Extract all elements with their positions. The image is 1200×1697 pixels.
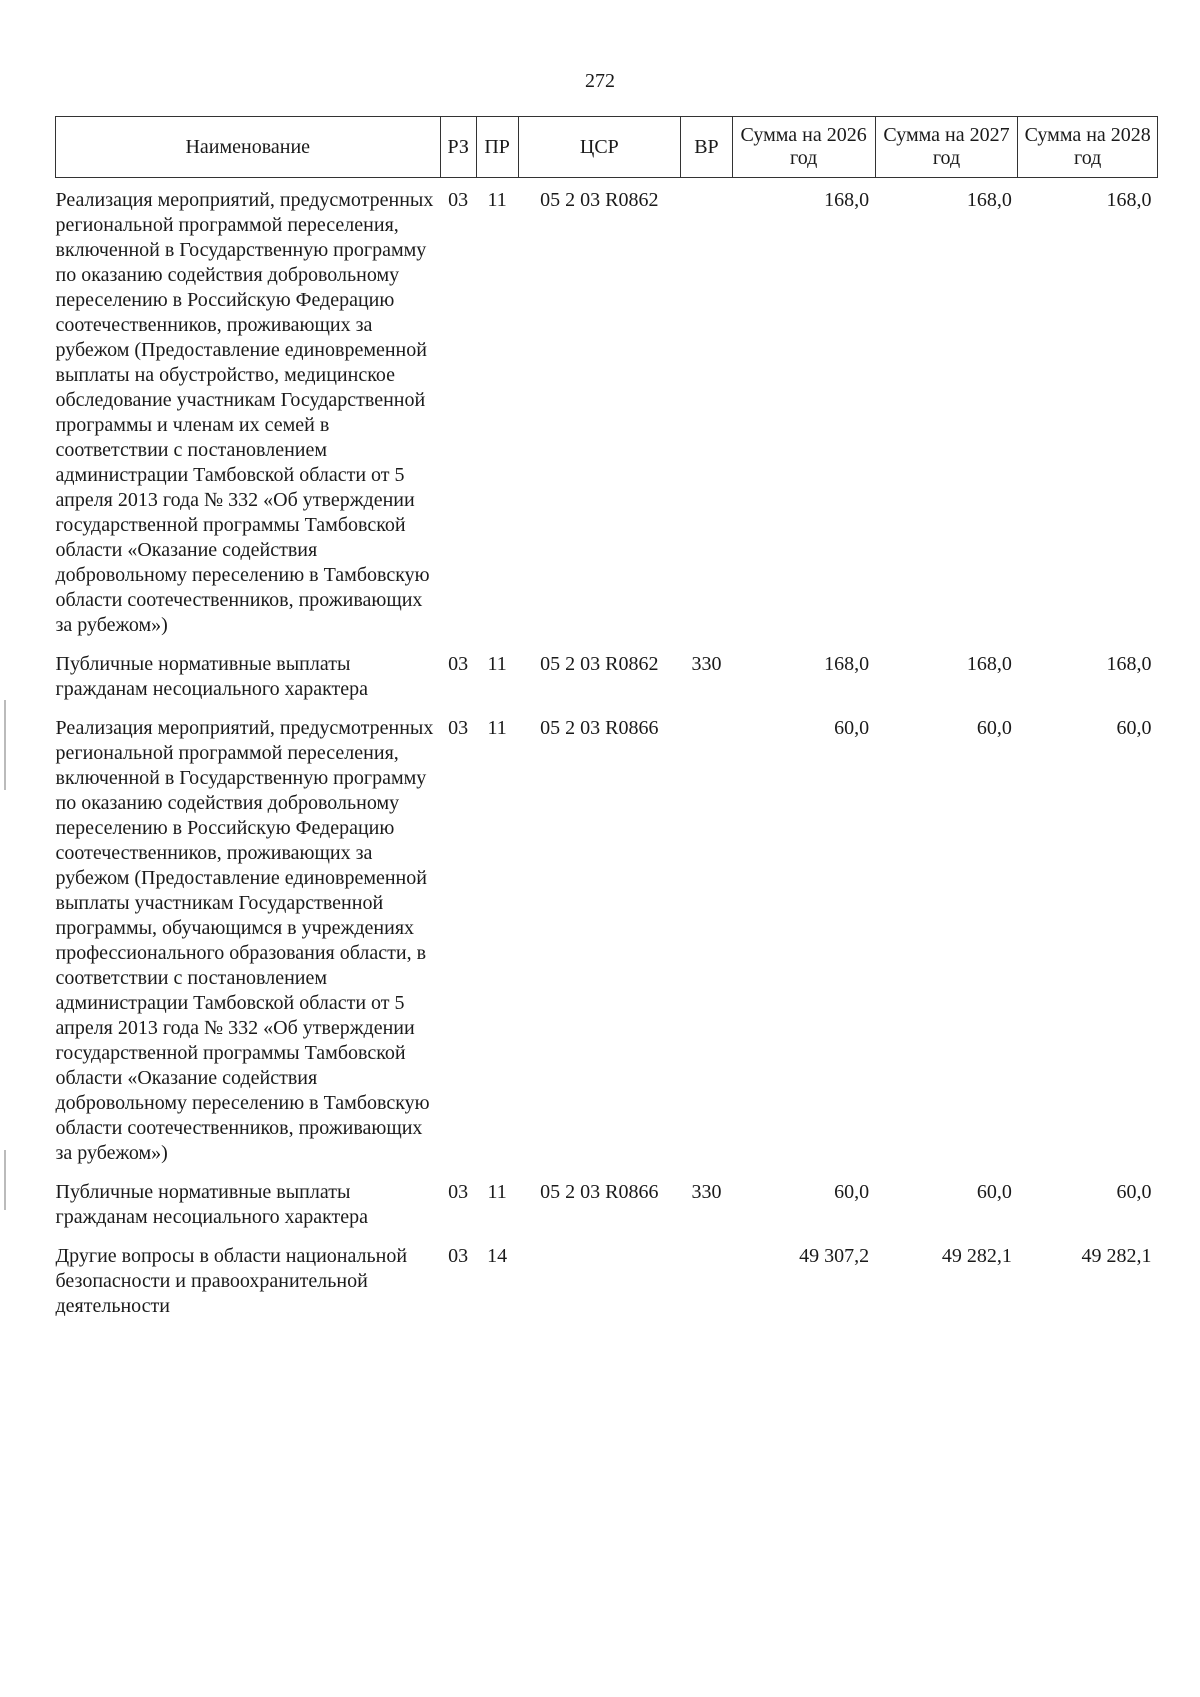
row-csr: 05 2 03 R0862	[540, 653, 659, 675]
row-csr: 05 2 03 R0866	[540, 717, 659, 739]
row-sum-2028: 168,0	[1106, 189, 1152, 211]
row-csr	[518, 1230, 681, 1319]
table-row	[56, 638, 1158, 702]
table-row	[56, 1230, 1158, 1319]
row-csr: 05 2 03 R0866	[540, 1181, 659, 1203]
header-vr: ВР	[681, 117, 733, 178]
row-rz: 03	[448, 653, 469, 675]
row-vr	[681, 1230, 733, 1319]
row-sum-2026: 168,0	[824, 653, 870, 675]
table-row	[56, 1166, 1158, 1230]
row-pr: 11	[487, 653, 507, 675]
row-sum-2028: 60,0	[1116, 1181, 1152, 1203]
header-csr: ЦСР	[518, 117, 681, 178]
row-pr: 14	[487, 1245, 508, 1267]
header-pr: ПР	[476, 117, 518, 178]
row-name: Другие вопросы в области национальной безопасности и правоохранительной деятельности	[55, 1245, 408, 1317]
row-name: Реализация мероприятий, предусмотренных региональной программой переселения, включенной в Государственную программу по оказанию содействия добровольному переселению в Российскую Федерацию соотечественников, проживающих за рубежом (Предоставление единовременной выплаты на обустройство, медицинское обследование участникам Государственной программы и членам их семей в соответствии с постановлением администрации Тамбовской области от 5 апреля 2013 года № 332 «Об утверждении государственной программы Тамбовской области «Оказание содействия добровольному переселению в Тамбовскую области соотечественников, проживающих за рубежом»)	[55, 189, 434, 636]
row-sum-2027: 49 282,1	[941, 1245, 1012, 1267]
row-pr: 11	[487, 189, 507, 211]
row-name: Публичные нормативные выплаты гражданам несоциального характера	[55, 1181, 369, 1228]
page-number: 272	[585, 70, 615, 92]
scan-artifact	[4, 1150, 6, 1210]
row-pr: 11	[487, 717, 507, 739]
row-sum-2026: 49 307,2	[799, 1245, 870, 1267]
budget-table	[55, 116, 1158, 1319]
table-header-row	[56, 117, 1158, 178]
row-vr	[681, 178, 733, 639]
table-row	[56, 702, 1158, 1166]
header-sum-2026: Сумма на 2026 год	[732, 117, 875, 178]
row-vr: 330	[691, 1181, 722, 1203]
row-sum-2028: 168,0	[1106, 653, 1152, 675]
row-sum-2026: 60,0	[834, 717, 870, 739]
header-name: Наименование	[56, 117, 441, 178]
row-pr: 11	[487, 1181, 507, 1203]
row-vr: 330	[691, 653, 722, 675]
table-row	[56, 178, 1158, 639]
scan-artifact	[4, 700, 6, 790]
row-sum-2028: 60,0	[1116, 717, 1152, 739]
row-rz: 03	[448, 1181, 469, 1203]
row-sum-2027: 60,0	[976, 1181, 1012, 1203]
row-name: Публичные нормативные выплаты гражданам несоциального характера	[55, 653, 369, 700]
row-rz: 03	[448, 189, 469, 211]
row-vr	[681, 702, 733, 1166]
row-name: Реализация мероприятий, предусмотренных региональной программой переселения, включенной в Государственную программу по оказанию содействия добровольному переселению в Российскую Федерацию соотечественников, проживающих за рубежом (Предоставление единовременной выплаты участникам Государственной программы, обучающимся в учреждениях профессионального образования области, в соответствии с постановлением администрации Тамбовской области от 5 апреля 2013 года № 332 «Об утверждении государственной программы Тамбовской области «Оказание содействия добровольному переселению в Тамбовскую области соотечественников, проживающих за рубежом»)	[55, 717, 434, 1164]
row-sum-2028: 49 282,1	[1081, 1245, 1152, 1267]
header-rz: РЗ	[440, 117, 476, 178]
header-sum-2028: Сумма на 2028 год	[1018, 117, 1158, 178]
row-sum-2026: 168,0	[824, 189, 870, 211]
row-sum-2027: 60,0	[976, 717, 1012, 739]
header-sum-2027: Сумма на 2027 год	[875, 117, 1018, 178]
row-sum-2026: 60,0	[834, 1181, 870, 1203]
row-sum-2027: 168,0	[966, 653, 1012, 675]
row-sum-2027: 168,0	[966, 189, 1012, 211]
row-rz: 03	[448, 1245, 469, 1267]
row-rz: 03	[448, 717, 469, 739]
row-csr: 05 2 03 R0862	[540, 189, 659, 211]
